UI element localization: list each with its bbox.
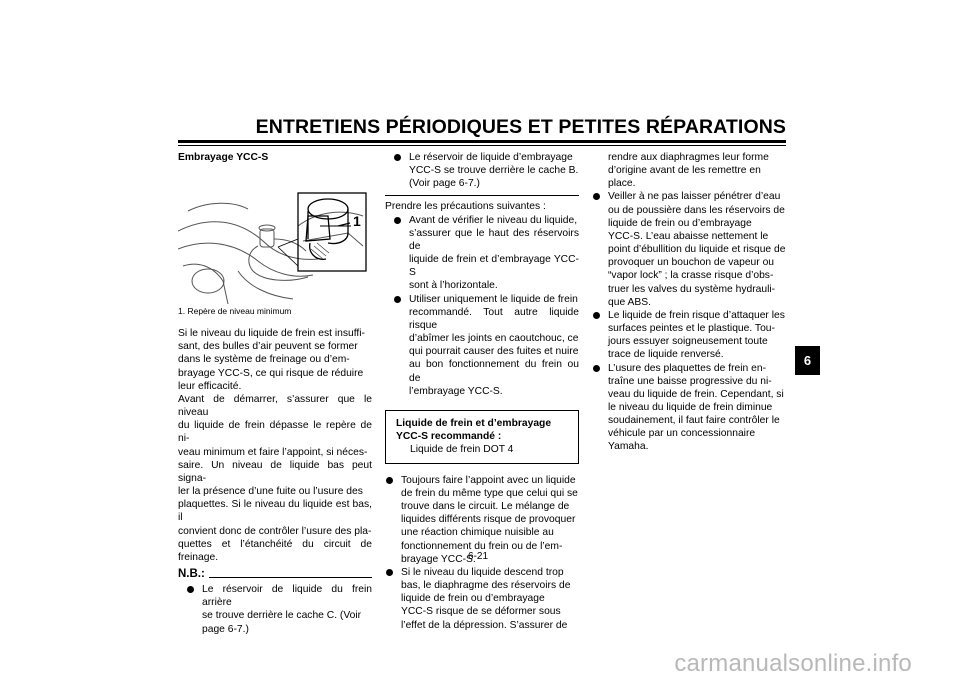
intro-paragraph: Si le niveau du liquide de frein est insuffi- sant, des bulles d’air peuvent se former dans le système de freinage ou d’em- brayage YCC-S, ce qui risque de réduire leur efficacité. Avant de démarrer, s’assurer que le niveau du liquide de frein dépasse le repère de ni- veau minimum et faire l’appoint, si néces- saire. Un niveau de liquide bas peut signa- ler la présence d’une fuite ou l’usure des plaquettes. Si le niveau du liquide est bas, il convient donc de contrôler l’usure des pla- quettes et l’étanchéité du circuit de freinage. (178, 328, 372, 563)
nb-end-divider (385, 195, 579, 196)
bullet-icon (394, 154, 401, 161)
recommended-fluid-value: Liquide de frein DOT 4 (410, 444, 514, 456)
precautions-intro: Prendre les précautions suivantes : (385, 201, 546, 213)
bullet-icon (593, 365, 600, 372)
nb-heading (178, 568, 372, 581)
list-item: Utiliser uniquement le liquide de frein recommandé. Tout autre liquide risque d’abîmer les joints en caoutchouc, ce qui pourrait causer des fuites et nuire au bon fonctionnement du frein ou de l’embrayage YCC-S. (385, 293, 579, 398)
bullet-icon (386, 477, 393, 484)
list-item: Le réservoir de liquide d’embrayage YCC-S se trouve derrière le cache B. (Voir page 6-7.) (385, 151, 579, 190)
recommended-fluid-box (385, 410, 579, 464)
figure-caption: 1. Repère de niveau minimum (178, 306, 292, 317)
header-rule-thick (178, 140, 786, 143)
list-item: Le liquide de frein risque d’attaquer les surfaces peintes et le plastique. Tou- jours essuyer soigneusement toute trace de liquide renversé. (592, 309, 786, 362)
list-item: Avant de vérifier le niveau du liquide, s’assurer que le haut des réservoirs de liquide de frein et d’embrayage YCC-S sont à l’horizontale. (385, 214, 579, 293)
bullet-icon (593, 312, 600, 319)
left-column (178, 151, 372, 636)
bullet-icon (394, 217, 401, 224)
list-item: Veiller à ne pas laisser pénétrer d’eau ou de poussière dans les réservoirs de liquide de frein ou d’embrayage YCC-S. L’eau abaisse nettement le point d’ébullition du liquide et risque de provoquer un bouchon de vapeur ou “vapor lock” ; la crasse risque d’obs- truer les valves du système hydrauli- que ABS. (592, 190, 786, 308)
list-item: Toujours faire l’appoint avec un liquide de frein du même type que celui qui se trouve dans le circuit. Le mélange de liquides différents risque de provoquer une réaction chimique nuisible au fonctionnement du frein ou de l’em- brayage YCC-S. (385, 474, 579, 566)
list-item: Le réservoir de liquide du frein arrière se trouve derrière le cache C. (Voir page 6-7.) (178, 583, 372, 636)
continuation-text: rendre aux diaphragmes leur forme d’origine avant de les remettre en place. (608, 152, 769, 190)
nb-divider (209, 577, 372, 578)
recommended-fluid-heading: Liquide de frein et d’embrayage YCC-S recommandé : (396, 417, 552, 442)
figure-callout-number: 1 (353, 213, 361, 230)
list-item: L’usure des plaquettes de frein en- traîne une baisse progressive du ni- veau du liquide de frein. Cependant, si le niveau du liquide de frein diminue soudainement, il faut faire contrôler le véhicule par un concessionnaire Yamaha. (592, 362, 786, 454)
watermark: carmanualsonline.info (674, 650, 912, 677)
bullet-icon (386, 569, 393, 576)
bullet-icon (187, 586, 194, 593)
clutch-reservoir-figure (178, 171, 368, 304)
chapter-tab[interactable]: 6 (795, 346, 820, 375)
section-heading: Embrayage YCC-S (178, 152, 269, 163)
page-title: ENTRETIENS PÉRIODIQUES ET PETITES RÉPARATIONS (255, 116, 786, 138)
bullet-icon (593, 193, 600, 200)
bullet-icon (394, 296, 401, 303)
clutch-reservoir-illustration-icon (178, 171, 368, 304)
right-column (592, 151, 786, 454)
page-number: 6-21 (468, 551, 489, 562)
header-rule-thin (178, 145, 786, 146)
list-item: Si le niveau du liquide descend trop bas, le diaphragme des réservoirs de liquide de frein ou d’embrayage YCC-S risque de se déformer sous l’effet de la dépression. S’assurer de (385, 566, 579, 632)
nb-label: N.B.: (178, 567, 205, 580)
